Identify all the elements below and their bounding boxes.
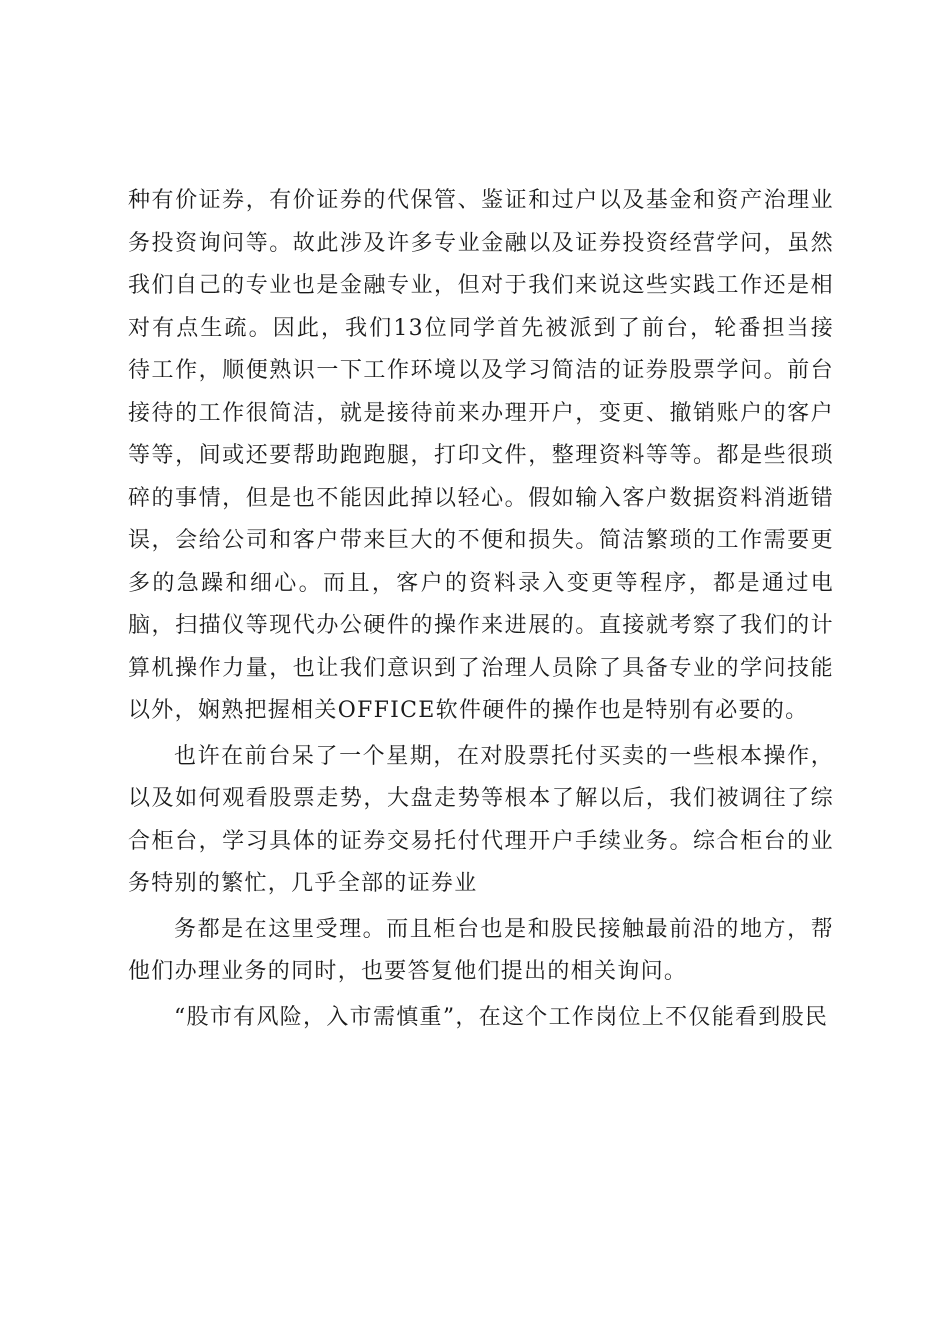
paragraph-2: 也许在前台呆了一个星期，在对股票托付买卖的一些根本操作，以及如何观看股票走势，大盘走势等根本了解以后，我们被调往了综合柜台，学习具体的证券交易托付代理开户手续业务。综合柜台的业务特别的繁忙，几乎全部的证券业 xyxy=(128,743,834,896)
document-body xyxy=(128,180,834,1039)
paragraph-4: “股市有风险，入市需慎重”，在这个工作岗位上不仅能看到股民 xyxy=(174,1004,829,1030)
paragraph-1: 种有价证券，有价证券的代保管、鉴证和过户以及基金和资产治理业务投资询问等。故此涉及许多专业金融以及证券投资经营学问，虽然我们自己的专业也是金融专业，但对于我们来说这些实践工作还是相对有点生疏。因此，我们13位同学首先被派到了前台，轮番担当接待工作，顺便熟识一下工作环境以及学习简洁的证券股票学问。前台接待的工作很简洁，就是接待前来办理开户，变更、撤销账户的客户等等，间或还要帮助跑跑腿，打印文件，整理资料等等。都是些很琐碎的事情，但是也不能因此掉以轻心。假如输入客户数据资料消逝错误，会给公司和客户带来巨大的不便和损失。简洁繁琐的工作需要更多的急躁和细心。而且，客户的资料录入变更等程序，都是通过电脑，扫描仪等现代办公硬件的操作来进展的。直接就考察了我们的计算机操作力量，也让我们意识到了治理人员除了具备专业的学问技能以外，娴熟把握相关OFFICE软件硬件的操作也是特别有必要的。 xyxy=(128,188,834,723)
paragraph-3: 务都是在这里受理。而且柜台也是和股民接触最前沿的地方，帮他们办理业务的同时，也要答复他们提出的相关询问。 xyxy=(128,916,834,984)
